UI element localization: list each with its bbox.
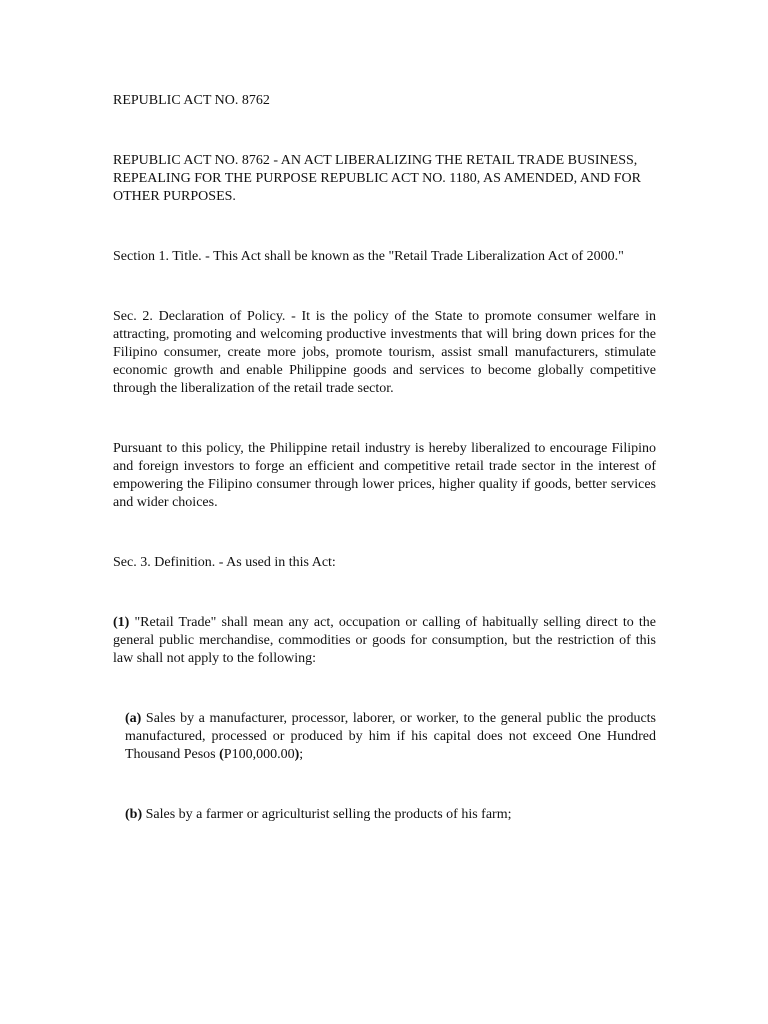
definition-item-a <box>113 710 656 764</box>
definition-item-b-text: Sales by a farmer or agriculturist selling the products of his farm; <box>142 807 512 822</box>
definition-item-b-label: (b) <box>125 807 143 822</box>
definition-item-1 <box>113 614 656 668</box>
definition-item-a-amount-open: ( <box>219 747 224 762</box>
document-page <box>113 92 656 824</box>
definition-item-b <box>113 806 656 824</box>
definition-item-a-amount-close: ) <box>294 747 300 762</box>
document-header: REPUBLIC ACT NO. 8762 <box>113 93 270 108</box>
definition-item-1-label: (1) <box>113 615 130 630</box>
act-title: REPUBLIC ACT NO. 8762 - AN ACT LIBERALIZING THE RETAIL TRADE BUSINESS, REPEALING FOR THE PURPOSE REPUBLIC ACT NO. 1180, AS AMENDED, AND FOR OTHER PURPOSES. <box>113 153 641 204</box>
definition-item-a-end: ; <box>299 747 304 762</box>
pursuant-paragraph: Pursuant to this policy, the Philippine retail industry is hereby liberalized to encourage Filipino and foreign investors to forge an efficient and competitive retail trade sector in the interest of empowering the Filipino consumer through lower prices, higher quality if goods, better services and wider choices. <box>113 441 656 510</box>
definition-item-a-amount: P100,000.00 <box>223 747 295 762</box>
section-1-title: Section 1. Title. - This Act shall be known as the "Retail Trade Liberalization Act of 2000." <box>113 249 624 264</box>
definition-item-a-label: (a) <box>125 711 142 726</box>
definition-item-a-text: Sales by a manufacturer, processor, laborer, or worker, to the general public the products manufactured, processed or produced by him if his capital does not exceed One Hundred Thousand Pesos <box>125 711 656 762</box>
definition-item-1-text: "Retail Trade" shall mean any act, occupation or calling of habitually selling direct to the general public merchandise, commodities or goods for consumption, but the restriction of this law shall not apply to the following: <box>113 615 656 666</box>
section-2-declaration-of-policy: Sec. 2. Declaration of Policy. - It is the policy of the State to promote consumer welfare in attracting, promoting and welcoming productive investments that will bring down prices for the Filipino consumer, create more jobs, promote tourism, assist small manufacturers, stimulate economic growth and enable Philippine goods and services to become globally competitive through the liberalization of the retail trade sector. <box>113 309 656 396</box>
section-3-definition: Sec. 3. Definition. - As used in this Act: <box>113 555 336 570</box>
